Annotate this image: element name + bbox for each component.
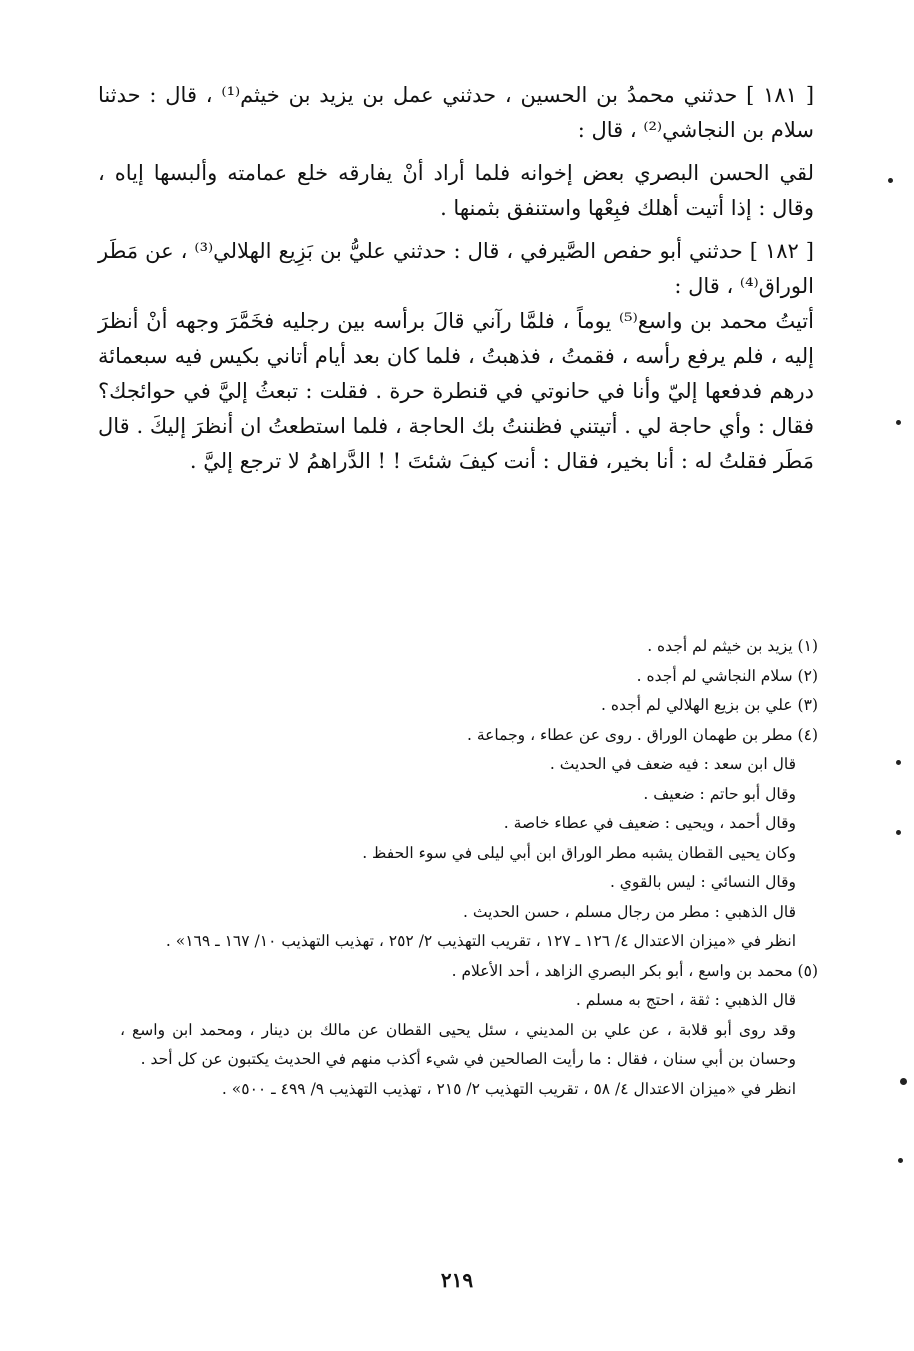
footnote-5: (٥) محمد بن واسع ، أبو بكر البصري الزاهد ، أحد الأعلام . [451,961,818,980]
main-text [98,78,814,479]
footnote-4-ibn-saad: قال ابن سعد : فيه ضعف في الحديث . [549,755,796,773]
footnote-4-abu-hatim: وقال أبو حاتم : ضعيف . [643,784,796,803]
margin-dot [900,1078,907,1085]
margin-dot [896,830,901,835]
hadith-181-matn: لقي الحسن البصري بعض إخوانه فلما أراد أنْ يفارقه خلع عمامته وألبسها إياه ، وقال : إذا أتيت أهلك فبِعْها واستنفق بثمنها . [98,161,814,220]
footnote-4-dhahabi: قال الذهبي : مطر من رجال مسلم ، حسن الحديث . [463,902,796,921]
footnote-4-references: انظر في «ميزان الاعتدال ٤/ ١٢٦ ـ ١٢٧ ، تقريب التهذيب ٢/ ٢٥٢ ، تهذيب التهذيب ١٠/ ١٦٧ ـ ١٦٩» . [165,932,796,950]
footnote-4-ahmad-yahya: وقال أحمد ، ويحيى : ضعيف في عطاء خاصة . [503,814,796,832]
hadith-182-matn: أتيتُ محمد بن واسع⁽⁵⁾ يوماً ، فلمَّا رآني قالَ برأسه بين رجليه فخَمَّرَ وجهه أنْ أنظرَ إليه ، فلم يرفع رأسه ، فقمتُ ، فذهبتُ ، فلما كان بعد أيام أتاني بكيس فيه سبعمائة درهم فدفعها إليّ وأنا في حانوتي في قنطرة حرة . فقلت : تبعثُ إليَّ في حوائجك؟ فقال : وأي حاجة لي . أتيتني فظننتُ بك الحاجة ، فلما استطعتُ ان أنظرَ إليكَ . قال مَطَر فقلتُ له : أنا بخير، فقال : أنت كيفَ شئتَ ! ! الدَّراهمُ لا ترجع إليَّ . [98,309,814,473]
footnote-5-abu-qilaba: وقد روى أبو قلابة ، عن علي بن المديني ، سئل يحيى القطان عن مالك بن دينار ، ومحمد ابن واسع ، وحسان بن أبي سنان ، فقال : ما رأيت الصالحين في شيء أكذب منهم في الحديث يكتبون عن كل أحد . [120,1020,796,1068]
margin-dot [896,420,901,425]
margin-dot [888,178,893,183]
footnote-5-dhahabi: قال الذهبي : ثقة ، احتج به مسلم . [575,991,796,1009]
footnote-2: (٢) سلام النجاشي لم أجده . [636,666,818,685]
footnotes [120,632,818,1104]
hadith-181-isnad: [ ١٨١ ] حدثني محمدُ بن الحسين ، حدثني عمل بن يزيد بن خيثم⁽¹⁾ ، قال : حدثنا سلام بن النجاشي⁽²⁾ ، قال : [98,83,815,142]
footnote-4: (٤) مطر بن طهمان الوراق . روى عن عطاء ، وجماعة . [466,725,818,744]
footnote-5-references: انظر في «ميزان الاعتدال ٤/ ٥٨ ، تقريب التهذيب ٢/ ٢١٥ ، تهذيب التهذيب ٩/ ٤٩٩ ـ ٥٠٠» . [221,1079,796,1098]
margin-dot [898,1158,903,1163]
footnote-4-nasai: وقال النسائي : ليس بالقوي . [609,873,796,891]
footnote-1: (١) يزيد بن خيثم لم أجده . [647,637,818,655]
page-number: ٢١٩ [440,1268,474,1292]
hadith-182-isnad: [ ١٨٢ ] حدثني أبو حفص الصَّيرفي ، قال : حدثني عليُّ بن بَزِيع الهلالي⁽³⁾ ، عن مَطَر الوراق⁽⁴⁾ ، قال : [98,239,814,298]
footnote-3: (٣) علي بن بزيع الهلالي لم أجده . [601,696,818,714]
footnote-4-qattan: وكان يحيى القطان يشبه مطر الوراق ابن أبي ليلى في سوء الحفظ . [362,843,796,862]
margin-dot [896,760,901,765]
